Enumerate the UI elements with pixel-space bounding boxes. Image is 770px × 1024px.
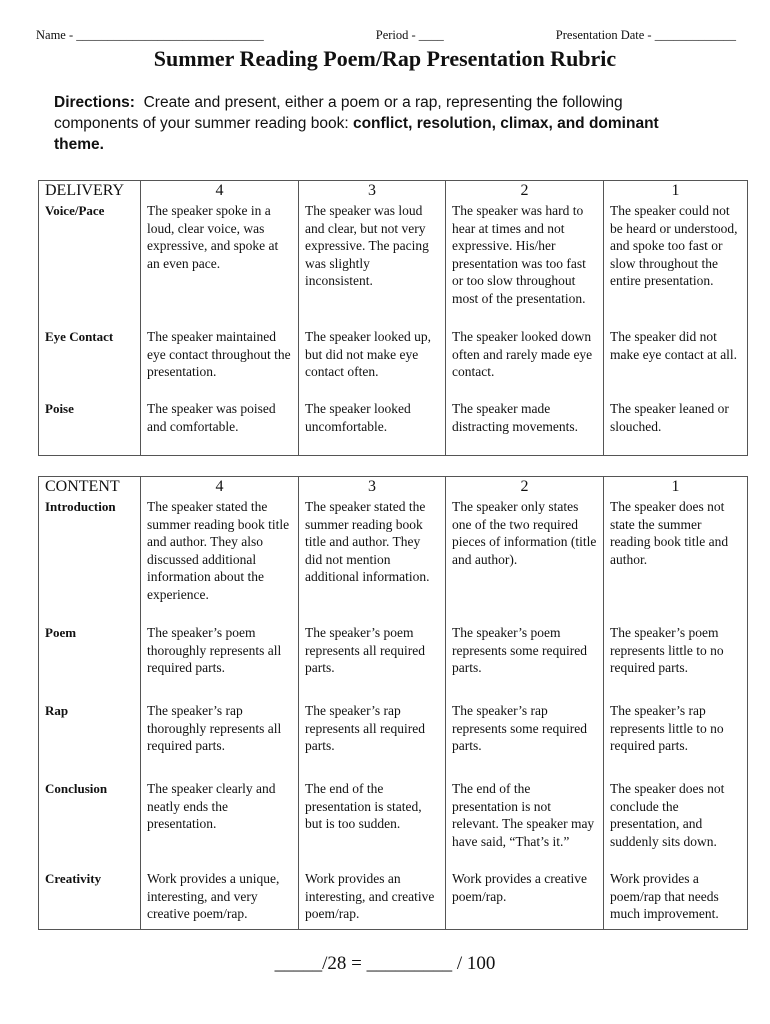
rubric-cell: The speaker could not be heard or understood, and spoke too fast or slow throughout the entire presentation.	[604, 201, 748, 327]
rubric-row-poem	[39, 623, 748, 701]
rubric-cell: The speaker spoke in a loud, clear voice, was expressive, and spoke at an even pace.	[141, 201, 299, 327]
rubric-cell: The speaker’s rap represents all required parts.	[299, 701, 446, 779]
criterion-label: Introduction	[39, 497, 141, 623]
page-title: Summer Reading Poem/Rap Presentation Rubric	[153, 46, 617, 71]
rubric-cell: Work provides a creative poem/rap.	[446, 869, 604, 929]
rubric-cell: Work provides a unique, interesting, and very creative poem/rap.	[141, 869, 299, 929]
rubric-cell: The speaker leaned or slouched.	[604, 399, 748, 455]
directions-emphasis: conflict, resolution, climax, and dominant theme.	[54, 115, 659, 153]
content-section-label: CONTENT	[39, 477, 141, 498]
rubric-cell: The speaker maintained eye contact throughout the presentation.	[141, 327, 299, 399]
rubric-row-conclusion	[39, 779, 748, 869]
rubric-cell: Work provides an interesting, and creative poem/rap.	[299, 869, 446, 929]
score-header-3: 3	[299, 181, 446, 202]
criterion-label: Rap	[39, 701, 141, 779]
criterion-label: Voice/Pace	[39, 201, 141, 327]
rubric-cell: The speaker’s rap represents little to no required parts.	[604, 701, 748, 779]
rubric-cell: The speaker was hard to hear at times and not expressive. His/her presentation was too fast or too slow throughout most of the presentation.	[446, 201, 604, 327]
rubric-cell: The speaker’s rap represents some required parts.	[446, 701, 604, 779]
presentation-date-field[interactable]: Presentation Date - _____________	[555, 28, 736, 42]
rubric-row-voice-pace	[39, 201, 748, 327]
rubric-cell: The speaker did not make eye contact at all.	[604, 327, 748, 399]
rubric-cell: The speaker looked uncomfortable.	[299, 399, 446, 455]
header-fields	[36, 28, 736, 43]
rubric-cell: The speaker made distracting movements.	[446, 399, 604, 455]
score-header-2: 2	[446, 181, 604, 202]
rubric-cell: The speaker was poised and comfortable.	[141, 399, 299, 455]
delivery-section-label: DELIVERY	[39, 181, 141, 202]
rubric-cell: The speaker clearly and neatly ends the presentation.	[141, 779, 299, 869]
rubric-row-rap	[39, 701, 748, 779]
rubric-cell: The speaker only states one of the two required pieces of information (title and author).	[446, 497, 604, 623]
rubric-cell: The end of the presentation is stated, but is too sudden.	[299, 779, 446, 869]
directions-text: Create and present, either a poem or a rap, representing the following components of your summer reading book:	[54, 94, 623, 132]
score-header-1: 1	[604, 181, 748, 202]
content-header-row	[39, 477, 748, 498]
name-field[interactable]: Name - ______________________________	[36, 28, 264, 42]
rubric-cell: The speaker’s poem thoroughly represents all required parts.	[141, 623, 299, 701]
rubric-row-eye-contact	[39, 327, 748, 399]
score-header-4: 4	[141, 181, 299, 202]
rubric-cell: The speaker’s poem represents little to no required parts.	[604, 623, 748, 701]
directions	[54, 92, 694, 155]
criterion-label: Poem	[39, 623, 141, 701]
rubric-cell: The end of the presentation is not relevant. The speaker may have said, “That’s it.”	[446, 779, 604, 869]
total-score-line[interactable]: _____/28 = _________ / 100	[274, 953, 496, 974]
directions-label: Directions:	[54, 94, 135, 111]
rubric-cell: The speaker stated the summer reading book title and author. They also discussed additional information about the experience.	[141, 497, 299, 623]
content-rubric-table	[38, 476, 748, 930]
rubric-cell: Work provides a poem/rap that needs much improvement.	[604, 869, 748, 929]
rubric-cell: The speaker’s poem represents all required parts.	[299, 623, 446, 701]
delivery-header-row	[39, 181, 748, 202]
criterion-label: Poise	[39, 399, 141, 455]
rubric-row-creativity	[39, 869, 748, 929]
score-header-4: 4	[141, 477, 299, 498]
score-header-3: 3	[299, 477, 446, 498]
rubric-cell: The speaker looked down often and rarely made eye contact.	[446, 327, 604, 399]
rubric-cell: The speaker’s rap thoroughly represents all required parts.	[141, 701, 299, 779]
criterion-label: Eye Contact	[39, 327, 141, 399]
criterion-label: Conclusion	[39, 779, 141, 869]
period-field[interactable]: Period - ____	[375, 28, 444, 42]
rubric-cell: The speaker looked up, but did not make eye contact often.	[299, 327, 446, 399]
rubric-cell: The speaker stated the summer reading book title and author. They did not mention additional information.	[299, 497, 446, 623]
rubric-cell: The speaker was loud and clear, but not very expressive. The pacing was slightly inconsistent.	[299, 201, 446, 327]
score-header-2: 2	[446, 477, 604, 498]
rubric-cell: The speaker’s poem represents some required parts.	[446, 623, 604, 701]
score-header-1: 1	[604, 477, 748, 498]
criterion-label: Creativity	[39, 869, 141, 929]
rubric-cell: The speaker does not conclude the presentation, and suddenly sits down.	[604, 779, 748, 869]
rubric-row-poise	[39, 399, 748, 455]
delivery-rubric-table	[38, 180, 748, 456]
rubric-row-introduction	[39, 497, 748, 623]
rubric-cell: The speaker does not state the summer reading book title and author.	[604, 497, 748, 623]
